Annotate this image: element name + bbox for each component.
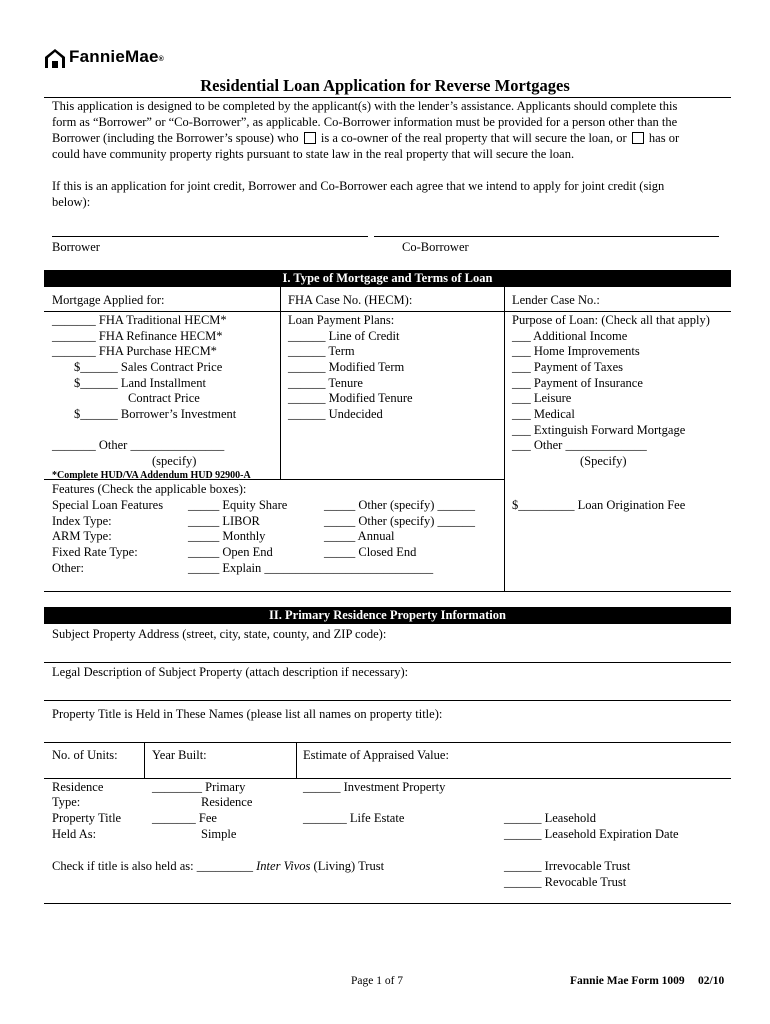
mortgage-option-fha-traditional[interactable]: _______ FHA Traditional HECM* [52, 313, 227, 327]
feature-other-specify-2[interactable]: _____ Other (specify) ______ [324, 514, 476, 528]
feature-other-specify-1[interactable]: _____ Other (specify) ______ [324, 498, 476, 512]
purpose-other[interactable]: ___ Other _____________ [512, 438, 647, 452]
leasehold-expiration-field[interactable]: ______ Leasehold Expiration Date [504, 827, 679, 841]
fha-case-no-label: FHA Case No. (HECM): [288, 293, 413, 307]
feature-label-special: Special Loan Features [52, 498, 164, 512]
year-built-label: Year Built: [152, 748, 207, 762]
logo-text: FannieMae® [69, 47, 165, 66]
payment-plans-label: Loan Payment Plans: [288, 313, 395, 327]
intro-line-2: form as “Borrower” or “Co-Borrower”, as applicable. Co-Borrower information must be provided for a person other than the [52, 115, 678, 129]
payment-plan-undecided[interactable]: ______ Undecided [288, 407, 383, 421]
primary-residence-option-2: Residence [201, 795, 253, 809]
purpose-home-improvements[interactable]: ___ Home Improvements [512, 344, 640, 358]
title-divider [44, 97, 731, 98]
subject-address-label: Subject Property Address (street, city, state, county, and ZIP code): [52, 627, 387, 641]
purpose-leisure[interactable]: ___ Leisure [512, 391, 572, 405]
mortgage-option-other[interactable]: _______ Other _______________ [52, 438, 225, 452]
mortgage-option-fha-refinance[interactable]: _______ FHA Refinance HECM* [52, 329, 223, 343]
feature-label-other: Other: [52, 561, 84, 575]
section-1-heading: I. Type of Mortgage and Terms of Loan [44, 270, 731, 287]
contract-price-label: Contract Price [128, 391, 200, 405]
section-1-col-divider-2 [504, 287, 505, 591]
purpose-medical[interactable]: ___ Medical [512, 407, 575, 421]
feature-label-arm: ARM Type: [52, 529, 112, 543]
investment-property-option[interactable]: ______ Investment Property [303, 780, 446, 794]
mortgage-option-fha-purchase[interactable]: _______ FHA Purchase HECM* [52, 344, 217, 358]
purpose-label: Purpose of Loan: (Check all that apply) [512, 313, 710, 327]
co-owner-checkbox[interactable] [304, 132, 316, 144]
sales-contract-price-field[interactable]: $______ Sales Contract Price [74, 360, 223, 374]
purpose-extinguish-forward-mortgage[interactable]: ___ Extinguish Forward Mortgage [512, 423, 686, 437]
fee-simple-option[interactable]: _______ Fee [152, 811, 217, 825]
title-held-label-2: Held As: [52, 827, 97, 841]
subject-address-line[interactable] [44, 662, 731, 663]
feature-monthly[interactable]: _____ Monthly [188, 529, 266, 543]
fee-simple-option-2: Simple [201, 827, 237, 841]
addendum-note: *Complete HUD/VA Addendum HUD 92900-A [52, 470, 251, 481]
purpose-additional-income[interactable]: ___ Additional Income [512, 329, 628, 343]
borrower-signature-line[interactable] [52, 236, 368, 237]
specify-label: (specify) [152, 454, 197, 468]
section-2-heading: II. Primary Residence Property Information [44, 607, 731, 624]
form-title: Residential Loan Application for Reverse Mortgages [200, 76, 570, 95]
purpose-payment-of-taxes[interactable]: ___ Payment of Taxes [512, 360, 624, 374]
purpose-specify-label: (Specify) [580, 454, 627, 468]
feature-libor[interactable]: _____ LIBOR [188, 514, 260, 528]
legal-description-line[interactable] [44, 700, 731, 701]
intro-line-4: could have community property rights pursuant to state law in the real property that will secure the loan. [52, 147, 575, 161]
revocable-trust-option[interactable]: ______ Revocable Trust [504, 875, 627, 889]
page-number: Page 1 of 7 [351, 975, 404, 987]
house-logo-icon [44, 47, 66, 69]
feature-explain-field[interactable]: _____ Explain ___________________________ [188, 561, 434, 575]
borrower-label: Borrower [52, 240, 100, 254]
payment-plan-modified-term[interactable]: ______ Modified Term [288, 360, 405, 374]
feature-label-fixed-rate: Fixed Rate Type: [52, 545, 138, 559]
loan-origination-fee-field[interactable]: $_________ Loan Origination Fee [512, 498, 686, 512]
irrevocable-trust-option[interactable]: ______ Irrevocable Trust [504, 859, 631, 873]
form-date: 02/10 [698, 975, 725, 987]
appraised-value-label: Estimate of Appraised Value: [303, 748, 449, 762]
community-property-checkbox[interactable] [632, 132, 644, 144]
coborrower-signature-line[interactable] [374, 236, 719, 237]
feature-annual[interactable]: _____ Annual [324, 529, 395, 543]
primary-residence-option[interactable]: ________ Primary [152, 780, 246, 794]
purpose-payment-of-insurance[interactable]: ___ Payment of Insurance [512, 376, 643, 390]
life-estate-option[interactable]: _______ Life Estate [303, 811, 405, 825]
title-names-label: Property Title is Held in These Names (please list all names on property title): [52, 707, 443, 721]
year-built-divider [296, 742, 297, 778]
borrowers-investment-field[interactable]: $______ Borrower’s Investment [74, 407, 237, 421]
trust-check-field[interactable]: Check if title is also held as: _________ Inter Vivos (Living) Trust [52, 859, 385, 873]
section-1-row-divider [44, 311, 731, 312]
title-held-label-1: Property Title [52, 811, 122, 825]
section-1-bottom [44, 591, 731, 592]
payment-plan-modified-tenure[interactable]: ______ Modified Tenure [288, 391, 413, 405]
lender-case-no-label: Lender Case No.: [512, 293, 600, 307]
leasehold-option[interactable]: ______ Leasehold [504, 811, 596, 825]
feature-equity-share[interactable]: _____ Equity Share [188, 498, 288, 512]
payment-plan-tenure[interactable]: ______ Tenure [288, 376, 363, 390]
payment-plan-line-of-credit[interactable]: ______ Line of Credit [288, 329, 400, 343]
joint-credit-line-1: If this is an application for joint credit, Borrower and Co-Borrower each agree that we intend to apply for joint credit (sign [52, 179, 665, 193]
feature-open-end[interactable]: _____ Open End [188, 545, 273, 559]
intro-line-1: This application is designed to be completed by the applicant(s) with the lender’s assistance. Applicants should complete this [52, 99, 678, 113]
residence-type-label-2: Type: [52, 795, 81, 809]
legal-description-label: Legal Description of Subject Property (attach description if necessary): [52, 665, 409, 679]
coborrower-label: Co-Borrower [402, 240, 469, 254]
land-installment-field[interactable]: $______ Land Installment [74, 376, 206, 390]
features-label: Features (Check the applicable boxes): [52, 482, 247, 496]
joint-credit-line-2: below): [52, 195, 91, 209]
title-names-line[interactable] [44, 742, 731, 743]
section-1-col-divider-1 [280, 287, 281, 479]
mortgage-applied-for-label: Mortgage Applied for: [52, 293, 165, 307]
payment-plan-term[interactable]: ______ Term [288, 344, 355, 358]
units-divider [144, 742, 145, 778]
units-row-bottom [44, 778, 731, 779]
form-number: Fannie Mae Form 1009 [570, 975, 685, 987]
feature-closed-end[interactable]: _____ Closed End [324, 545, 417, 559]
section-2-bottom [44, 903, 731, 904]
residence-type-label-1: Residence [52, 780, 104, 794]
feature-label-index: Index Type: [52, 514, 112, 528]
no-of-units-label: No. of Units: [52, 748, 118, 762]
fannie-mae-logo [44, 47, 164, 69]
intro-line-3: Borrower (including the Borrower’s spouse) who is a co-owner of the real property that will secure the loan, or has or [52, 131, 680, 145]
